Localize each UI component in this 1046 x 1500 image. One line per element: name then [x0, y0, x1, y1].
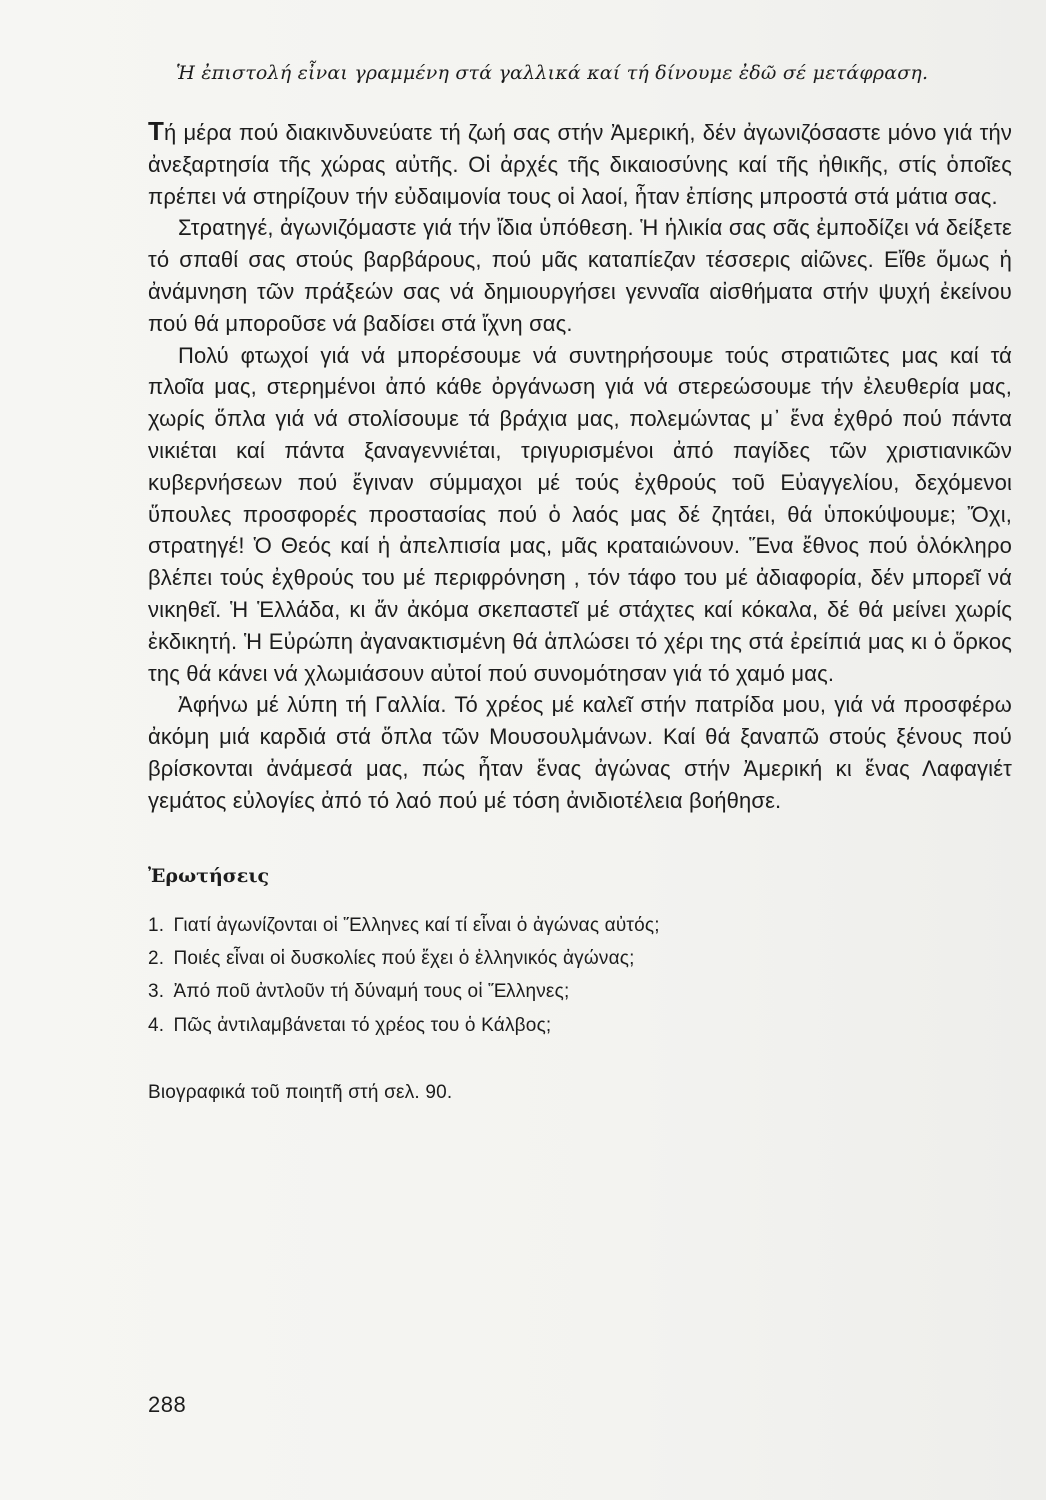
questions-list — [148, 909, 1012, 1043]
bio-reference: Βιογραφικά τοῦ ποιητῆ στή σελ. 90. — [148, 1082, 453, 1104]
paragraph-4: Ἀφήνω μέ λύπη τή Γαλλία. Τό χρέος μέ καλεῖ στήν πατρίδα μου, γιά νά προσφέρω ἀκόμη μιά καρδιά στά ὅπλα τῶν Μουσουλμάνων. Καί θά ξαναπῶ στούς ξένους πού βρίσκονται ἀνάμεσά μας, πώς ἦταν ἕνας ἀγώνας στήν Ἀμερική κι ἕνας Λαφαγιέτ γεμάτος εὐλογίες ἀπό τό λαό πού μέ τόση ἀνιδιοτέλεια βοήθησε. — [148, 692, 1012, 813]
question-number: 4. — [148, 1014, 165, 1036]
question-item — [148, 942, 1012, 975]
paragraph-3: Πολύ φτωχοί γιά νά μπορέσουμε νά συντηρήσουμε τούς στρατιῶτες μας καί τά πλοῖα μας, στερημένοι ἀπό κάθε ὀργάνωση γιά νά στερεώσουμε τήν ἐλευθερία μας, χωρίς ὅπλα γιά νά στολίσουμε τά βράχια μας, πολεμώντας μ᾽ ἕνα ἐχθρό πού πάντα νικιέται καί πάντα ξαναγεννιέται, τριγυρισμένοι ἀπό παγίδες τῶν χριστιανικῶν κυβερνήσεων πού ἔγιναν σύμμαχοι μέ τούς ἐχθρούς τοῦ Εὐαγγελίου, δεχόμενοι ὕπουλες προσφορές προστασίας πού ὁ λαός μας δέ ζητάει, θά ὑποκύψουμε; Ὄχι, στρατηγέ! Ὁ Θεός καί ἡ ἀπελπισία μας, μᾶς κραταιώνουν. Ἕνα ἔθνος πού ὁλόκληρο βλέπει τούς ἐχθρούς του μέ περιφρόνηση , τόν τάφο του μέ ἀδιαφορία, δέν μπορεῖ νά νικηθεῖ. Ἡ Ἑλλάδα, κι ἄν ἀκόμα σκεπαστεῖ μέ στάχτες καί κόκαλα, δέ θά μείνει χωρίς ἐκδικητή. Ἡ Εὐρώπη ἀγανακτισμένη θά ἁπλώσει τό χέρι της στά ἐρείπιά μας κι ὁ ὅρκος της θά κάνει νά χλωμιάσουν αὐτοί πού συνομότησαν γιά τό χαμό μας. — [148, 342, 1012, 686]
question-item — [148, 909, 1012, 942]
question-text: Γιατί ἀγωνίζονται οἱ Ἕλληνες καί τί εἶναι ὁ ἀγώνας αὐτός; — [173, 914, 660, 936]
question-item — [148, 975, 1012, 1008]
paragraph-1-text: ή μέρα πού διακινδυνεύατε τή ζωή σας στήν Ἀμερική, δέν ἀγωνιζόσαστε μόνο γιά τήν ἀνεξαρτησία τῆς χώρας αὐτῆς. Οἱ ἀρχές τῆς δικαιοσύνης καί τῆς ἠθικῆς, στίς ὁποῖες πρέπει νά στηρίζουν τήν εὐδαιμονία τους οἱ λαοί, ἦταν ἐπίσης μπροστά στά μάτια σας. — [148, 120, 1012, 209]
paragraph-1 — [148, 116, 1012, 212]
question-number: 2. — [148, 947, 165, 969]
question-text: Πῶς ἀντιλαμβάνεται τό χρέος του ὁ Κάλβος; — [173, 1014, 552, 1036]
page-number: 288 — [148, 1392, 187, 1417]
question-text: Ποιές εἶναι οἱ δυσκολίες πού ἔχει ὁ ἑλληνικός ἀγώνας; — [173, 947, 635, 969]
question-text: Ἀπό ποῦ ἀντλοῦν τή δύναμή τους οἱ Ἕλληνες; — [173, 981, 570, 1003]
question-item — [148, 1009, 1012, 1042]
question-number: 3. — [148, 981, 165, 1003]
question-number: 1. — [148, 914, 165, 936]
drop-cap: Τ — [148, 116, 165, 146]
questions-heading: Ἐρωτήσεις — [148, 864, 270, 887]
paragraph-2: Στρατηγέ, ἀγωνιζόμαστε γιά τήν ἴδια ὑπόθεση. Ἡ ἡλικία σας σᾶς ἐμποδίζει νά δείξετε τό σπαθί σας στούς βαρβάρους, πού μᾶς καταπίεζαν τέσσερις αἰῶνες. Εἴθε ὅμως ἡ ἀνάμνηση τῶν πράξεών σας νά δημιουργήσει γενναῖα αἰσθήματα στήν ψυχή ἐκείνου πού θά μποροῦσε νά βαδίσει στά ἴχνη σας. — [148, 215, 1012, 336]
translation-note: Ἡ ἐπιστολή εἶναι γραμμένη στά γαλλικά καί τή δίνουμε ἐδῶ σέ μετάφραση. — [176, 62, 929, 84]
text-column — [148, 58, 1012, 1104]
